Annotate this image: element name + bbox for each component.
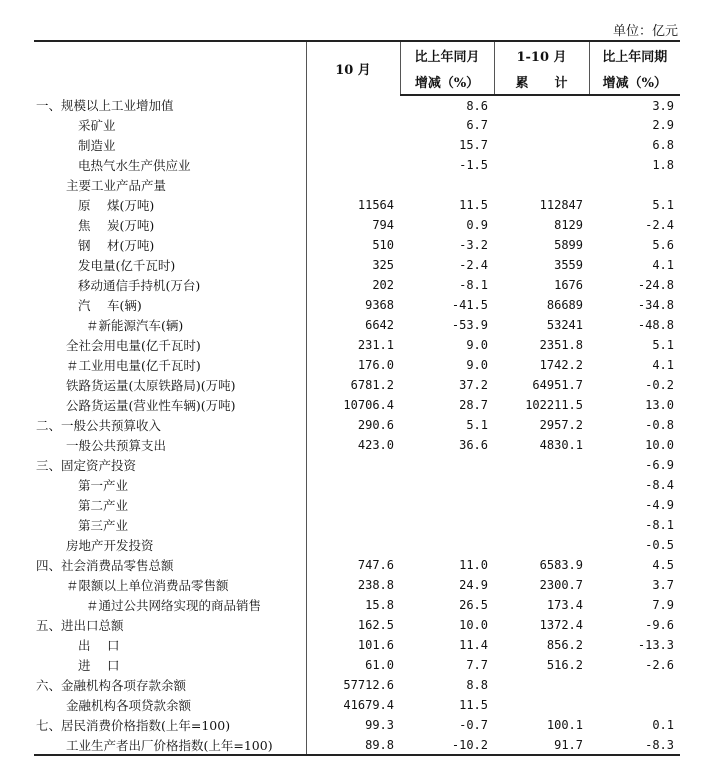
value-yoy: -0.7: [459, 718, 488, 732]
table-row: [34, 295, 680, 315]
indicator-label: 汽 车(辆): [78, 298, 142, 313]
value-cum: [494, 535, 589, 555]
value-month: [306, 135, 400, 155]
table-row: [34, 495, 680, 515]
value-month: 510: [306, 235, 400, 255]
value-cum: 173.4: [546, 598, 583, 612]
indicator-label: 工业生产者出厂价格指数(上年=100): [34, 735, 306, 755]
value-cum: [494, 455, 589, 475]
value-yoy: 10.0: [459, 618, 488, 632]
value-month: 6781.2: [306, 375, 400, 395]
value-yoy: 11.0: [459, 558, 488, 572]
value-cum-yoy: -2.4: [645, 218, 674, 232]
value-yoy: -2.4: [459, 258, 488, 272]
header-cum-line1: 1-10 月: [494, 41, 589, 68]
value-month: 41679.4: [306, 695, 400, 715]
value-yoy: 26.5: [459, 598, 488, 612]
table-row: [34, 675, 680, 695]
table-row: [34, 235, 680, 255]
value-cum: [494, 115, 589, 135]
header-indicator-blank: [34, 41, 306, 95]
header-cum-yoy-line1: 比上年同期: [589, 41, 680, 68]
indicator-label: 一、规模以上工业增加值: [36, 98, 174, 113]
table-row: [34, 415, 680, 435]
header-yoy-line2: 增减（%）: [400, 68, 494, 95]
value-cum: 112847: [539, 198, 583, 212]
value-month: 290.6: [306, 415, 400, 435]
table-row: [34, 575, 680, 595]
value-cum-yoy: 4.5: [652, 558, 674, 572]
value-yoy: 11.5: [459, 198, 488, 212]
value-cum: 856.2: [546, 638, 583, 652]
table-row: [34, 435, 680, 455]
indicator-label: 出 口: [78, 638, 120, 653]
value-yoy: 8.8: [466, 678, 488, 692]
value-cum-yoy: 3.9: [652, 98, 674, 113]
value-month: 423.0: [306, 435, 400, 455]
value-cum-yoy: 5.1: [652, 198, 674, 212]
indicator-label: 一般公共预算支出: [66, 438, 167, 453]
table-row: [34, 315, 680, 335]
value-yoy: 37.2: [459, 378, 488, 392]
indicator-label: 电热气水生产供应业: [78, 158, 191, 173]
value-cum: [494, 475, 589, 495]
value-month: 794: [306, 215, 400, 235]
indicator-label: 制造业: [78, 138, 116, 153]
value-yoy: 9.0: [466, 358, 488, 372]
indicator-label: 房地产开发投资: [66, 538, 154, 553]
value-cum: 6583.9: [539, 558, 583, 572]
table-row: [34, 555, 680, 575]
value-cum: [494, 695, 589, 715]
value-cum-yoy: [589, 695, 680, 715]
value-cum: 2957.2: [539, 418, 583, 432]
value-cum-yoy: -0.2: [645, 378, 674, 392]
value-cum: [494, 155, 589, 175]
table-row: [34, 635, 680, 655]
value-cum-yoy: 6.8: [652, 138, 674, 152]
value-yoy: [400, 175, 494, 195]
value-month: 231.1: [306, 335, 400, 355]
value-yoy: -53.9: [451, 318, 488, 332]
value-yoy: 6.7: [466, 118, 488, 132]
value-yoy: 9.0: [466, 338, 488, 352]
value-cum-yoy: -9.6: [645, 618, 674, 632]
table-row: [34, 355, 680, 375]
indicator-label: 移动通信手持机(万台): [78, 278, 201, 293]
value-month: 9368: [306, 295, 400, 315]
value-yoy: -10.2: [400, 735, 494, 755]
table-row: [34, 135, 680, 155]
table-row: [34, 215, 680, 235]
value-month: 61.0: [306, 655, 400, 675]
value-cum: 102211.5: [525, 398, 583, 412]
value-cum: 516.2: [546, 658, 583, 672]
table-row: [34, 95, 680, 115]
value-cum: [494, 175, 589, 195]
indicator-label: 全社会用电量(亿千瓦时): [66, 338, 201, 353]
value-cum-yoy: 13.0: [645, 398, 674, 412]
indicator-label: 三、固定资产投资: [36, 458, 137, 473]
value-cum-yoy: -4.9: [645, 498, 674, 512]
indicator-label: 七、居民消费价格指数(上年=100): [36, 718, 231, 733]
value-month: [306, 535, 400, 555]
indicator-label: 公路货运量(营业性车辆)(万吨): [66, 398, 236, 413]
indicator-label: 第三产业: [78, 518, 129, 533]
table-row: [34, 735, 680, 755]
indicator-label: 第二产业: [78, 498, 129, 513]
table-row: [34, 195, 680, 215]
value-yoy: 24.9: [459, 578, 488, 592]
table-row: [34, 615, 680, 635]
indicator-label: 二、一般公共预算收入: [36, 418, 162, 433]
value-cum-yoy: -0.5: [645, 538, 674, 552]
indicator-label: 进 口: [78, 658, 120, 673]
indicator-label: 原 煤(万吨): [78, 198, 155, 213]
table-row: [34, 375, 680, 395]
value-month: 6642: [306, 315, 400, 335]
table-row: [34, 455, 680, 475]
value-month: 89.8: [306, 735, 400, 755]
value-yoy: [400, 455, 494, 475]
value-cum-yoy: [589, 675, 680, 695]
value-cum: 4830.1: [539, 438, 583, 452]
table-row: [34, 475, 680, 495]
value-cum: [494, 675, 589, 695]
value-cum: 8129: [554, 218, 583, 232]
indicator-label: ＃通过公共网络实现的商品销售: [86, 598, 262, 613]
table-row: [34, 335, 680, 355]
value-cum-yoy: 5.6: [652, 238, 674, 252]
value-cum: 1676: [554, 278, 583, 292]
value-month: 99.3: [306, 715, 400, 735]
indicator-label: 金融机构各项贷款余额: [66, 698, 192, 713]
table-row: [34, 695, 680, 715]
table-body: [34, 95, 680, 755]
indicator-label: 钢 材(万吨): [78, 238, 155, 253]
economic-indicators-table: [34, 40, 680, 756]
value-yoy: -8.1: [459, 278, 488, 292]
indicator-label: 六、金融机构各项存款余额: [36, 678, 187, 693]
value-cum-yoy: -2.6: [645, 658, 674, 672]
value-cum-yoy: -8.1: [645, 518, 674, 532]
value-cum: 1372.4: [539, 618, 583, 632]
value-yoy: -41.5: [451, 298, 488, 312]
value-month: 747.6: [306, 555, 400, 575]
value-month: 57712.6: [306, 675, 400, 695]
indicator-label: 五、进出口总额: [36, 618, 124, 633]
value-cum-yoy: 2.9: [652, 118, 674, 132]
value-cum-yoy: 3.7: [652, 578, 674, 592]
value-yoy: [400, 515, 494, 535]
value-cum-yoy: -34.8: [637, 298, 674, 312]
table-row: [34, 535, 680, 555]
value-cum-yoy: -24.8: [637, 278, 674, 292]
table-row: [34, 655, 680, 675]
value-month: 176.0: [306, 355, 400, 375]
value-month: [306, 95, 400, 115]
value-month: 11564: [306, 195, 400, 215]
value-cum: 64951.7: [532, 378, 583, 392]
indicator-label: 四、社会消费品零售总额: [36, 558, 174, 573]
value-cum: [494, 495, 589, 515]
value-cum-yoy: -0.8: [645, 418, 674, 432]
value-cum-yoy: 10.0: [645, 438, 674, 452]
value-yoy: [400, 475, 494, 495]
value-month: 15.8: [306, 595, 400, 615]
table-row: [34, 275, 680, 295]
value-yoy: -1.5: [459, 158, 488, 172]
value-cum-yoy: 5.1: [652, 338, 674, 352]
value-month: [306, 515, 400, 535]
value-month: 10706.4: [306, 395, 400, 415]
value-cum: [494, 515, 589, 535]
value-yoy: 11.5: [459, 698, 488, 712]
table-row: [34, 175, 680, 195]
value-month: [306, 175, 400, 195]
table-row: [34, 515, 680, 535]
value-month: [306, 495, 400, 515]
value-cum: [494, 95, 589, 115]
table-row: [34, 255, 680, 275]
value-cum-yoy: -13.3: [637, 638, 674, 652]
value-yoy: 5.1: [466, 418, 488, 432]
value-yoy: -3.2: [459, 238, 488, 252]
header-cum-line2: 累 计: [494, 68, 589, 95]
value-cum: 91.7: [494, 735, 589, 755]
table-row: [34, 595, 680, 615]
value-cum-yoy: [589, 175, 680, 195]
value-yoy: 8.6: [466, 98, 488, 113]
table-row: [34, 395, 680, 415]
indicator-label: 铁路货运量(太原铁路局)(万吨): [66, 378, 236, 393]
value-yoy: [400, 495, 494, 515]
indicator-label: 发电量(亿千瓦时): [78, 258, 176, 273]
value-cum-yoy: 4.1: [652, 258, 674, 272]
value-cum: 1742.2: [539, 358, 583, 372]
indicator-label: ＃新能源汽车(辆): [86, 318, 184, 333]
header-month: 10 月: [306, 41, 400, 95]
value-month: 325: [306, 255, 400, 275]
value-cum: 2300.7: [539, 578, 583, 592]
indicator-label: ＃工业用电量(亿千瓦时): [66, 358, 201, 373]
value-month: 162.5: [306, 615, 400, 635]
value-cum-yoy: -48.8: [637, 318, 674, 332]
indicator-label: 焦 炭(万吨): [78, 218, 155, 233]
value-cum-yoy: 1.8: [652, 158, 674, 172]
indicator-label: 采矿业: [78, 118, 116, 133]
value-cum: 2351.8: [539, 338, 583, 352]
value-cum-yoy: 4.1: [652, 358, 674, 372]
value-cum: 3559: [554, 258, 583, 272]
value-yoy: 28.7: [459, 398, 488, 412]
value-cum: 100.1: [546, 718, 583, 732]
indicator-label: 第一产业: [78, 478, 129, 493]
table-row: [34, 155, 680, 175]
value-month: 101.6: [306, 635, 400, 655]
value-yoy: 36.6: [459, 438, 488, 452]
table-row: [34, 115, 680, 135]
value-cum-yoy: -8.4: [645, 478, 674, 492]
value-month: [306, 155, 400, 175]
unit-label: 单位：亿元: [612, 24, 678, 39]
value-cum: [494, 135, 589, 155]
value-yoy: 11.4: [459, 638, 488, 652]
indicator-label: ＃限额以上单位消费品零售额: [66, 578, 229, 593]
value-yoy: [400, 535, 494, 555]
value-cum-yoy: -6.9: [645, 458, 674, 472]
table-header: [34, 41, 680, 95]
indicator-label: 主要工业产品产量: [66, 178, 167, 193]
value-cum-yoy: 7.9: [652, 598, 674, 612]
header-yoy-line1: 比上年同月: [400, 41, 494, 68]
value-cum: 86689: [546, 298, 583, 312]
value-yoy: 0.9: [466, 218, 488, 232]
value-cum: 5899: [554, 238, 583, 252]
value-month: 202: [306, 275, 400, 295]
value-yoy: 15.7: [459, 138, 488, 152]
table-row: [34, 715, 680, 735]
value-month: [306, 115, 400, 135]
header-cum-yoy-line2: 增减（%）: [589, 68, 680, 95]
value-cum-yoy: 0.1: [652, 718, 674, 732]
value-yoy: 7.7: [466, 658, 488, 672]
value-month: [306, 475, 400, 495]
value-month: [306, 455, 400, 475]
value-cum: 53241: [546, 318, 583, 332]
value-month: 238.8: [306, 575, 400, 595]
value-cum-yoy: -8.3: [589, 735, 680, 755]
